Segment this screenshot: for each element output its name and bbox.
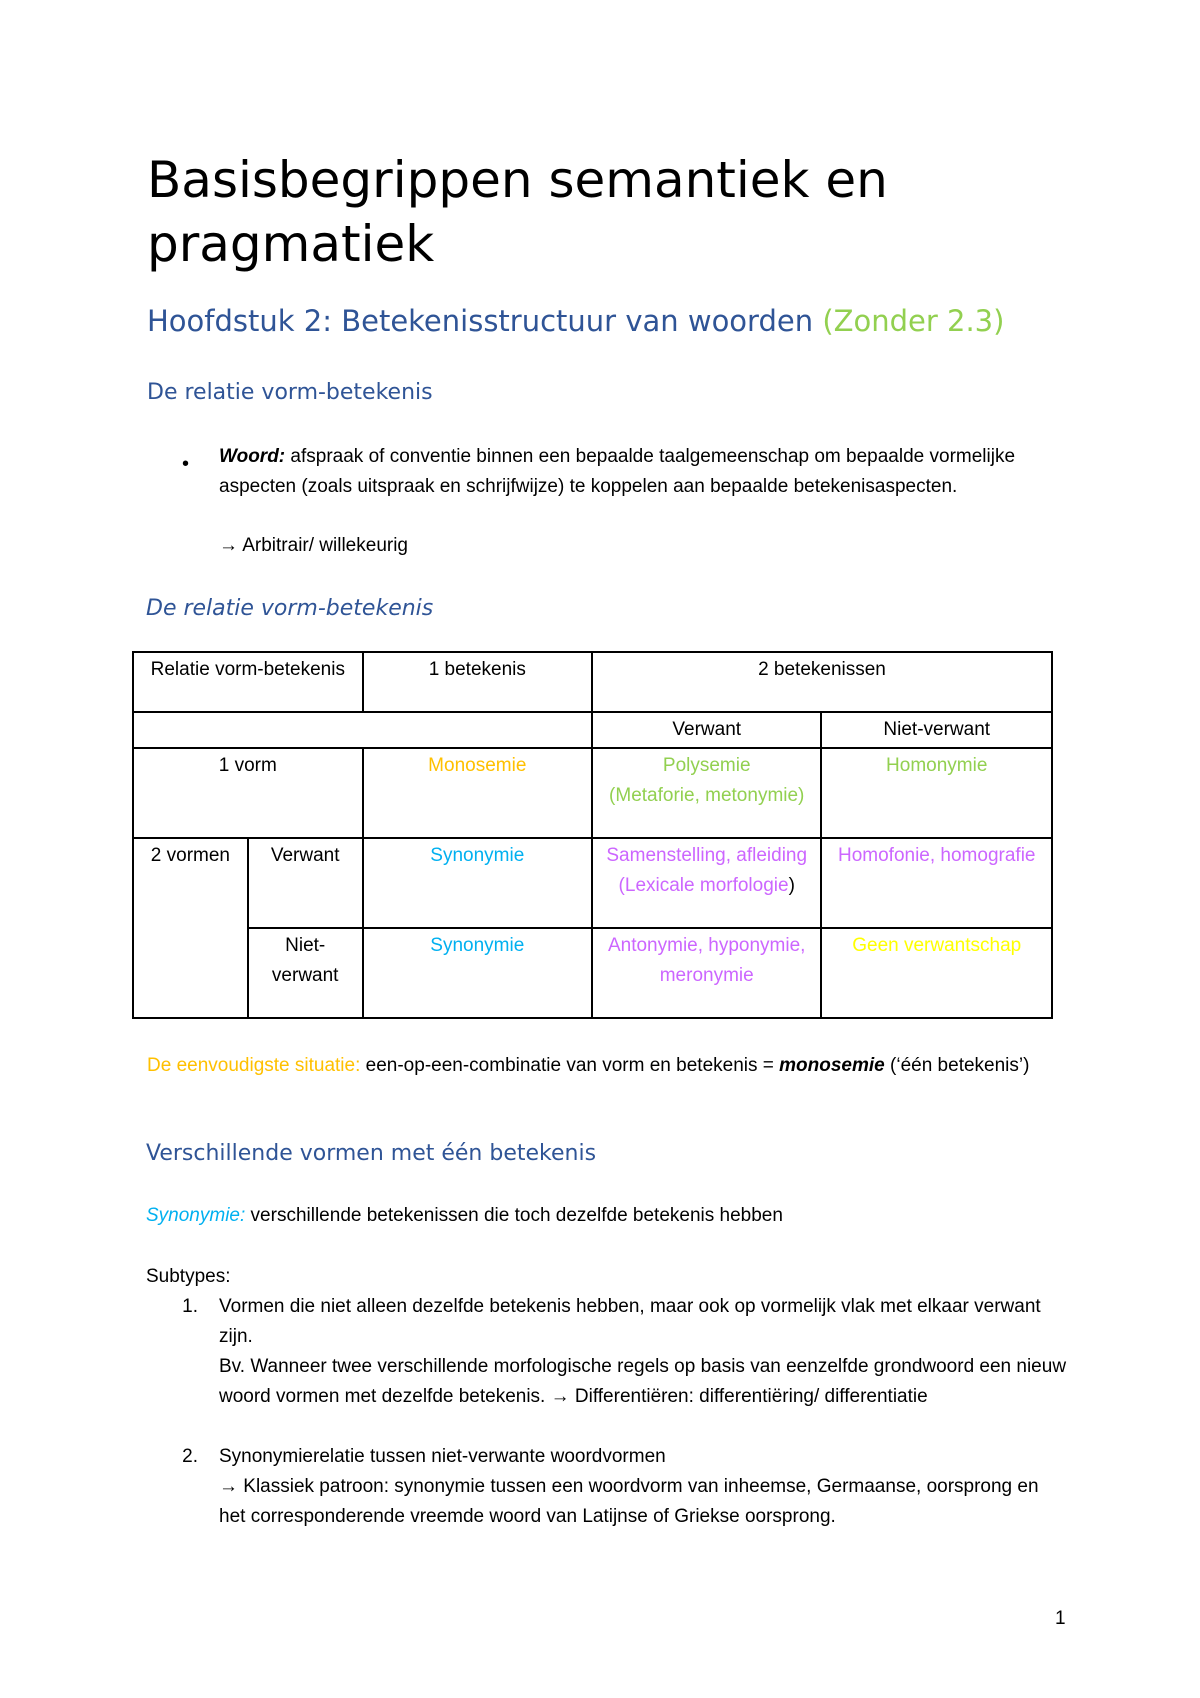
table-row [133, 748, 1052, 838]
bullet-arrow-line [219, 531, 408, 561]
cell-polysemie [592, 748, 822, 838]
bullet-definition: afspraak of conventie binnen een bepaalde taalgemeenschap om bepaalde vormelijke aspecten (zoals uitspraak en schrijfwijze) te koppelen aan bepaalde betekenisaspecten. [219, 446, 1016, 497]
chapter-heading [147, 303, 1077, 339]
list-item-number: 1. [182, 1296, 198, 1317]
arrow-icon: → [550, 1386, 570, 1407]
row-label-2-vormen: 2 vormen [133, 838, 248, 1018]
cell-homofonie: Homofonie, homografie [821, 838, 1052, 928]
cell-polysemie-note: (Metaforie, metonymie) [609, 785, 805, 806]
bullet-text [219, 442, 1069, 502]
situation-lead: De eenvoudigste situatie: [147, 1055, 361, 1076]
subtypes-label: Subtypes: [146, 1266, 231, 1287]
list-item-example-text: Klassiek patroon: synonymie tussen een woordvorm van inheemse, Germaanse, oorsprong en het corresponderende vreemde woord van Latijnse of Griekse oorsprong. [219, 1476, 1039, 1527]
row-sub-niet-verwant: Niet-verwant [248, 928, 363, 1018]
list-item-line: Vormen die niet alleen dezelfde betekenis hebben, maar ook op vormelijk vlak met elkaar verwant zijn. [219, 1296, 1041, 1347]
cell-synonymie-niet-verwant: Synonymie [363, 928, 592, 1018]
list-item-number: 2. [182, 1446, 198, 1467]
list-item [219, 1292, 1069, 1412]
cell-homonymie: Homonymie [821, 748, 1052, 838]
arrow-icon: → [219, 1476, 238, 1497]
table-heading: De relatie vorm-betekenis [146, 596, 434, 621]
cell-samenstelling-note: (Lexicale morfologie [618, 875, 789, 896]
cell-antonymie: Antonymie, hyponymie, meronymie [592, 928, 822, 1018]
list-item-example-tail: Differentiëren: differentiëring/ differentiatie [569, 1386, 928, 1407]
list-item-line: Synonymierelatie tussen niet-verwante woordvormen [219, 1446, 666, 1467]
section-heading: De relatie vorm-betekenis [147, 380, 433, 405]
chapter-note: (Zonder 2.3) [822, 304, 1005, 338]
header-cell-2-betekenissen: 2 betekenissen [592, 652, 1052, 712]
empty-cell [133, 712, 592, 748]
document-title: Basisbegrippen semantiek en pragmatiek [147, 151, 888, 273]
synonymie-text: verschillende betekenissen die toch dezelfde betekenis hebben [245, 1205, 783, 1226]
table-subheader-row [133, 712, 1052, 748]
table-row [133, 928, 1052, 1018]
relation-table [132, 651, 1053, 1019]
cell-samenstelling [592, 838, 822, 928]
cell-polysemie-term: Polysemie [662, 755, 751, 776]
list-item [219, 1442, 1069, 1532]
cell-synonymie-verwant: Synonymie [363, 838, 592, 928]
header-cell-relatie: Relatie vorm-betekenis [133, 652, 363, 712]
row-label-1-vorm: 1 vorm [133, 748, 363, 838]
cell-samenstelling-term: Samenstelling, afleiding [606, 845, 808, 866]
bullet-dot: • [182, 453, 190, 475]
bullet-term: Woord: [219, 446, 286, 467]
subheader-verwant: Verwant [592, 712, 822, 748]
bullet-arrow-text: Arbitrair/ willekeurig [238, 535, 408, 556]
cell-monosemie: Monosemie [363, 748, 592, 838]
synonymie-paragraph [146, 1201, 1076, 1231]
subheader-niet-verwant: Niet-verwant [821, 712, 1052, 748]
situation-tail: (‘één betekenis’) [884, 1055, 1030, 1076]
table-row [133, 838, 1052, 928]
page-number: 1 [1055, 1608, 1066, 1629]
situation-term: monosemie [779, 1055, 885, 1076]
versch-heading: Verschillende vormen met één betekenis [146, 1141, 597, 1166]
list-item-example [219, 1472, 1069, 1532]
list-item-example-text: Bv. Wanneer twee verschillende morfologische regels op basis van eenzelfde grondwoord een nieuw woord vormen met dezelfde betekenis. [219, 1356, 1067, 1407]
cell-geen-verwantschap: Geen verwantschap [821, 928, 1052, 1018]
situation-paragraph [147, 1051, 1077, 1081]
chapter-heading-text: Hoofdstuk 2: Betekenisstructuur van woorden [147, 304, 814, 338]
row-sub-verwant: Verwant [248, 838, 363, 928]
arrow-icon: → [219, 535, 238, 556]
situation-text: een-op-een-combinatie van vorm en betekenis = [360, 1055, 780, 1076]
synonymie-term: Synonymie: [146, 1205, 246, 1226]
list-item-example [219, 1352, 1069, 1412]
cell-samenstelling-paren: ) [788, 875, 795, 896]
header-cell-1-betekenis: 1 betekenis [363, 652, 592, 712]
table-header-row [133, 652, 1052, 712]
